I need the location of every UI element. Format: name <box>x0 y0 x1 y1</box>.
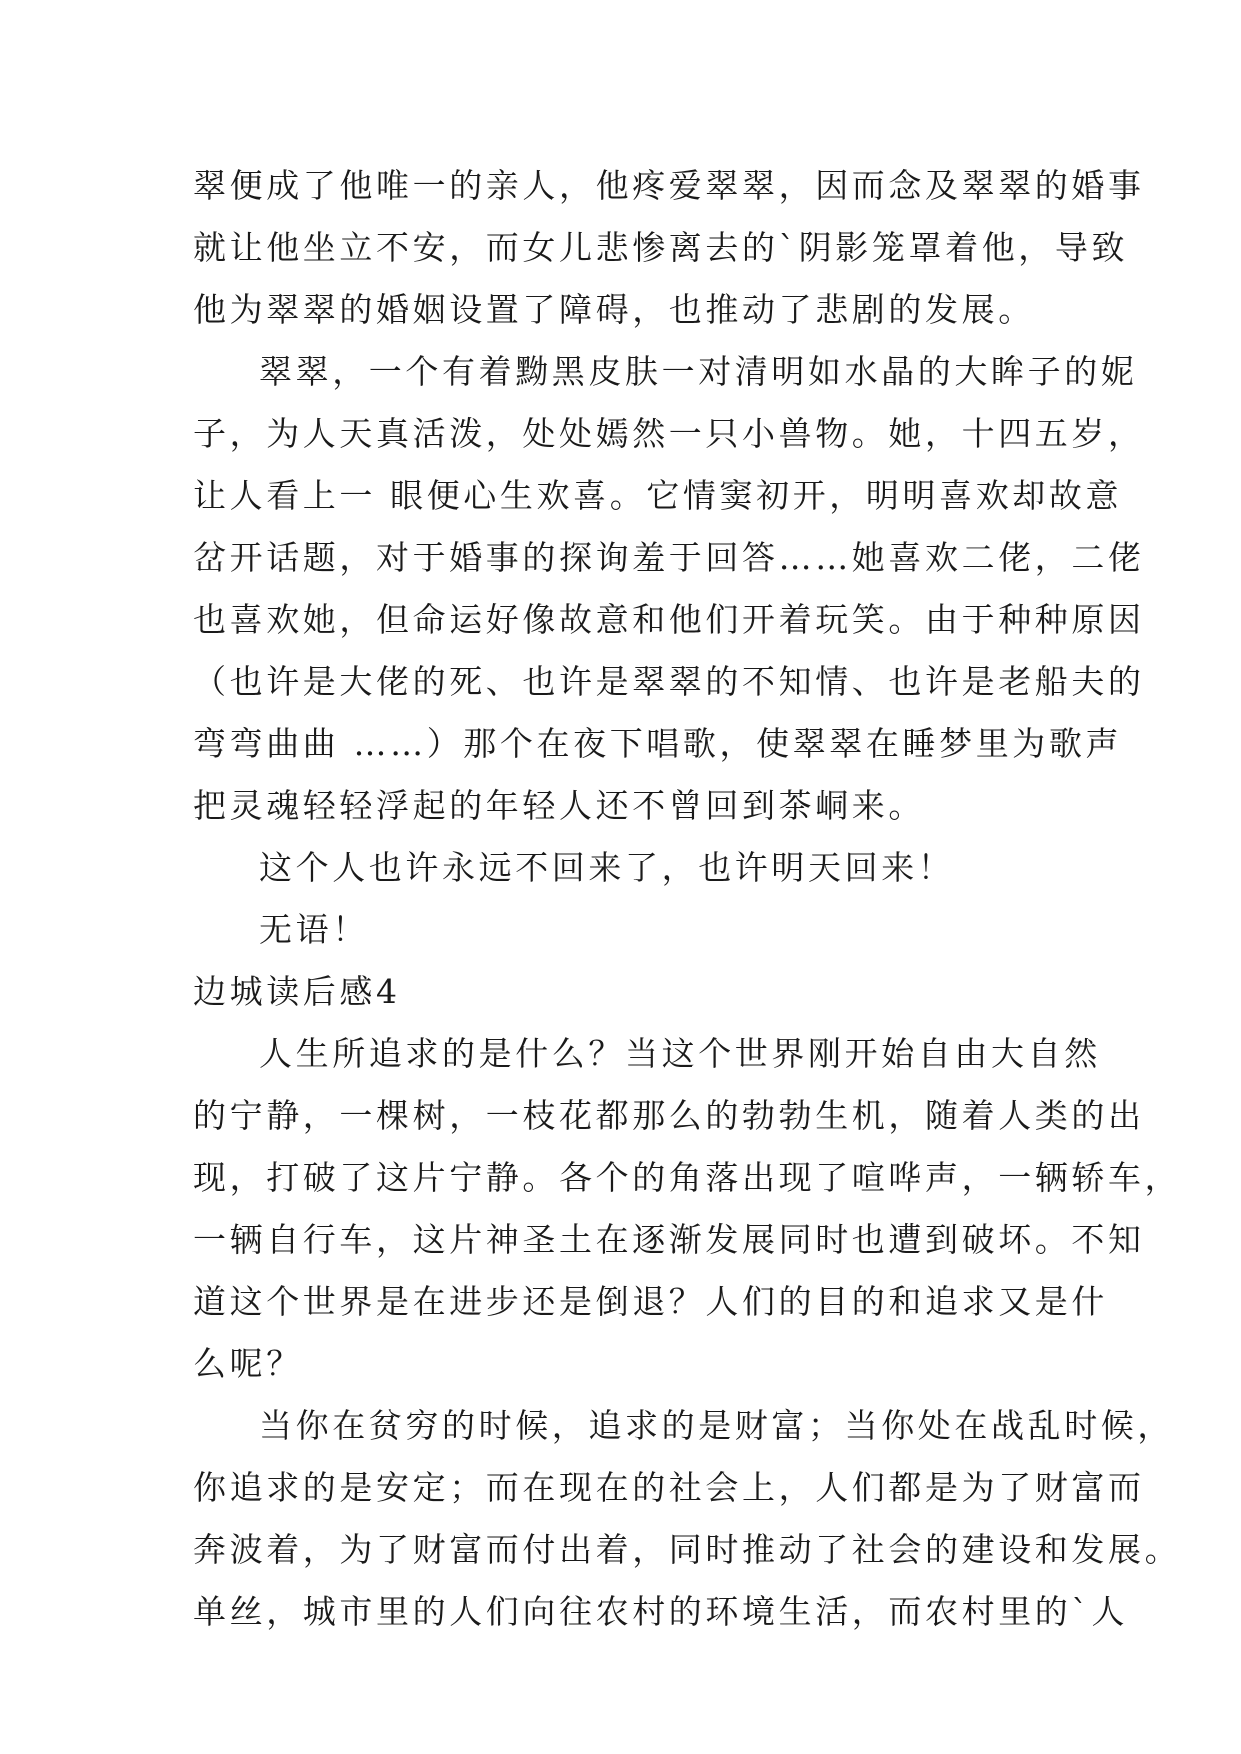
text-line: 一辆自行车，这片神圣土在逐渐发展同时也遭到破坏。不知 <box>193 1220 1145 1259</box>
section-heading: 边城读后感4 <box>193 972 401 1011</box>
paragraph-start-line: 人生所追求的是什么？当这个世界刚开始自由大自然 <box>259 1034 1101 1073</box>
text-line: 奔波着，为了财富而付出着，同时推动了社会的建设和发展。 <box>193 1530 1182 1569</box>
text-line: 单丝，城市里的人们向往农村的环境生活，而农村里的`人 <box>193 1592 1129 1631</box>
text-line: 你追求的是安定；而在现在的社会上，人们都是为了财富而 <box>193 1468 1145 1507</box>
text-line: 现，打破了这片宁静。各个的角落出现了喧哗声，一辆轿车， <box>193 1158 1182 1197</box>
text-line: 道这个世界是在进步还是倒退？人们的目的和追求又是什 <box>193 1282 1108 1321</box>
document-body <box>193 155 1182 1643</box>
text-line: 子，为人天真活泼，处处嫣然一只小兽物。她，十四五岁， <box>193 414 1145 453</box>
text-line: 就让他坐立不安，而女儿悲惨离去的`阴影笼罩着他，导致 <box>193 228 1129 267</box>
text-line: 他为翠翠的婚姻设置了障碍，也推动了悲剧的发展。 <box>193 290 1035 329</box>
text-line: 岔开话题，对于婚事的探询羞于回答……她喜欢二佬，二佬 <box>193 538 1145 577</box>
text-line: 让人看上一 眼便心生欢喜。它情窦初开，明明喜欢却故意 <box>193 476 1123 515</box>
text-line: 弯弯曲曲 ……）那个在夜下唱歌，使翠翠在睡梦里为歌声 <box>193 724 1123 763</box>
text-line: 翠便成了他唯一的亲人，他疼爱翠翠，因而念及翠翠的婚事 <box>193 166 1145 205</box>
text-line: 也喜欢她，但命运好像故意和他们开着玩笑。由于种种原因 <box>193 600 1145 639</box>
paragraph-start-line: 翠翠，一个有着黝黑皮肤一对清明如水晶的大眸子的妮 <box>259 352 1138 391</box>
text-line: 把灵魂轻轻浮起的年轻人还不曾回到茶峒来。 <box>193 786 925 825</box>
paragraph-start-line: 这个人也许永远不回来了，也许明天回来！ <box>259 848 955 887</box>
paragraph-start-line: 当你在贫穷的时候，追求的是财富；当你处在战乱时候， <box>259 1406 1174 1445</box>
text-line: 么呢？ <box>193 1344 303 1383</box>
paragraph-start-line: 无语！ <box>259 910 369 949</box>
text-line: （也许是大佬的死、也许是翠翠的不知情、也许是老船夫的 <box>193 662 1145 701</box>
text-line: 的宁静，一棵树，一枝花都那么的勃勃生机，随着人类的出 <box>193 1096 1145 1135</box>
